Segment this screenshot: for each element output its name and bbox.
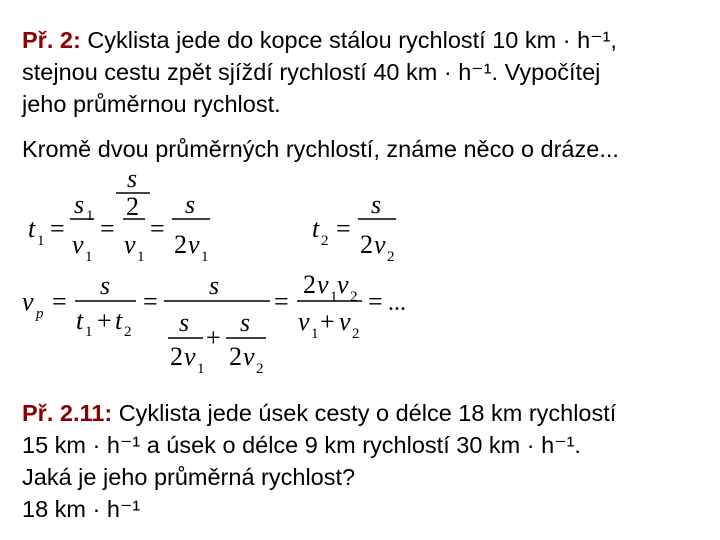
vp-subscript: p	[36, 306, 44, 322]
s-symbol: s	[371, 190, 382, 219]
s1-symbol: s	[74, 190, 85, 219]
t1-symbol: t	[76, 306, 84, 335]
problem-2-line-2: 15 km · h⁻¹ a úsek o délce 9 km rychlostí 30 km · h⁻¹.	[22, 432, 581, 458]
v2-subscript: 2	[352, 326, 360, 342]
eq-sign: =	[274, 287, 289, 316]
t2-subscript: 2	[321, 233, 329, 249]
v2-symbol: v	[243, 342, 255, 371]
v1-subscript: 1	[201, 249, 209, 265]
v2-symbol: v	[374, 230, 386, 259]
number-2: 2	[126, 192, 139, 221]
problem-1-line-1: Cyklista jede do kopce stálou rychlostí 10 km · h⁻¹,	[87, 27, 617, 53]
number-2: 2	[360, 230, 373, 259]
t1-subscript: 1	[85, 324, 93, 340]
s-symbol: s	[100, 271, 111, 300]
number-2: 2	[229, 342, 242, 371]
number-2: 2	[170, 342, 183, 371]
plus-sign: +	[97, 306, 112, 335]
v1-subscript: 1	[197, 361, 205, 377]
problem-1-label: Př. 2:	[22, 27, 81, 53]
problem-2-line-3: Jaká je jeho průměrná rychlost?	[22, 464, 356, 490]
eq-sign: =	[150, 214, 165, 243]
eq-sign: =	[52, 287, 67, 316]
s-symbol: s	[209, 271, 220, 300]
v1-symbol: v	[298, 307, 310, 336]
v1-symbol: v	[72, 230, 84, 259]
v1-subscript: 1	[311, 326, 319, 342]
v1-subscript: 1	[330, 289, 338, 305]
v1-symbol: v	[124, 230, 136, 259]
problem-1	[22, 24, 712, 120]
t1-symbol: t	[28, 214, 36, 243]
s1-subscript: 1	[86, 208, 94, 224]
v1-subscript: 1	[85, 249, 93, 265]
problem-1-line-3: jeho průměrnou rychlost.	[22, 91, 281, 117]
number-2: 2	[174, 230, 187, 259]
s-symbol: s	[240, 308, 251, 337]
v1-subscript: 1	[137, 249, 145, 265]
problem-2	[22, 397, 712, 525]
s-symbol: s	[127, 165, 138, 193]
intro-text: Kromě dvou průměrných rychlostí, známe něco o dráze...	[22, 136, 619, 162]
v2-subscript: 2	[256, 361, 264, 377]
s-symbol: s	[179, 308, 190, 337]
ellipsis: ...	[388, 290, 406, 316]
t2-symbol: t	[312, 214, 320, 243]
problem-2-label: Př. 2.11:	[22, 400, 113, 426]
problem-1-line-2: stejnou cestu zpět sjíždí rychlostí 40 km · h⁻¹. Vypočítej	[22, 59, 601, 85]
v2-subscript: 2	[350, 289, 358, 305]
t2-subscript: 2	[124, 324, 132, 340]
eq-sign: =	[50, 214, 65, 243]
t2-symbol: t	[115, 306, 123, 335]
equations-figure	[0, 165, 720, 380]
v1-symbol: v	[184, 342, 196, 371]
eq-sign: =	[143, 287, 158, 316]
problem-2-answer: 18 km · h⁻¹	[22, 496, 141, 522]
v2-symbol: v	[339, 307, 351, 336]
eq-sign: =	[336, 214, 351, 243]
t1-subscript: 1	[37, 233, 45, 249]
problem-2-line-1: Cyklista jede úsek cesty o délce 18 km rychlostí	[118, 400, 617, 426]
plus-sign: +	[320, 307, 335, 336]
s-symbol: s	[185, 190, 196, 219]
vp-symbol: v	[22, 287, 34, 316]
v2-subscript: 2	[387, 249, 395, 265]
eq-sign: =	[368, 287, 383, 316]
eq-sign: =	[100, 214, 115, 243]
number-2: 2	[303, 270, 316, 299]
v2-symbol: v	[337, 270, 349, 299]
v1-symbol: v	[317, 270, 329, 299]
v1-symbol: v	[188, 230, 200, 259]
plus-sign: +	[206, 323, 221, 352]
